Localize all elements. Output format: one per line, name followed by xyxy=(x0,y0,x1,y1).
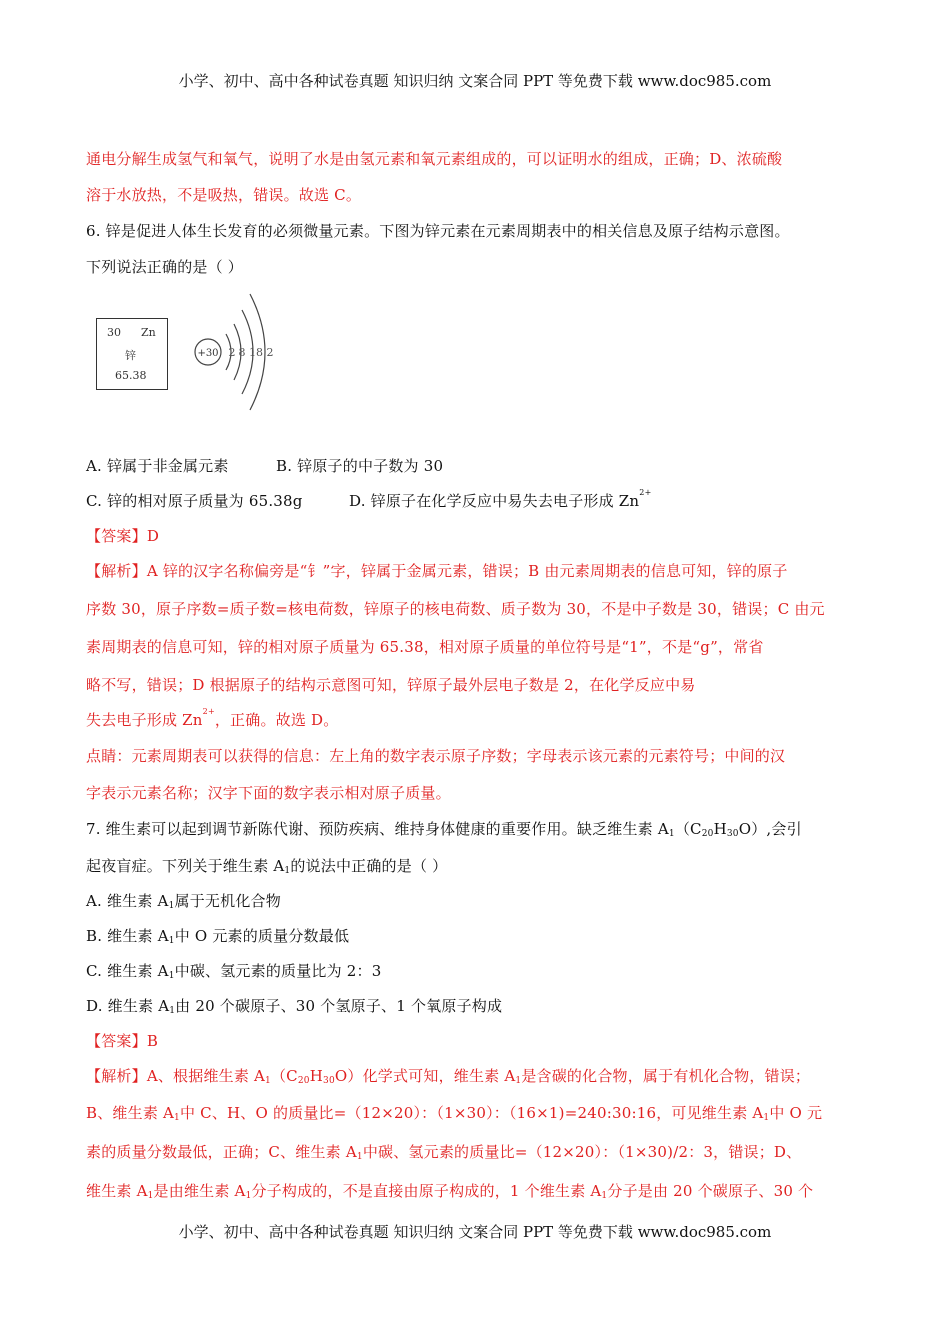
q6-tip-line-2: 字表示元素名称；汉字下面的数字表示相对原子质量。 xyxy=(86,784,451,802)
q7-option-c: C. 维生素 $A_1$中碳、氢元素的质量比为 2：3 xyxy=(86,962,382,981)
q7-stem-line-2: 起夜盲症。下列关于维生素 $A_1$的说法中正确的是（ ） xyxy=(86,857,448,876)
q7-answer: 【答案】B xyxy=(86,1032,159,1050)
q6-tip-line-1: 点睛：元素周期表可以获得的信息：左上角的数字表示原子序数；字母表示该元素的元素符号；中间的汉 xyxy=(86,747,786,765)
q6-answer: 【答案】D xyxy=(86,527,160,545)
prev-analysis-line-2: 溶于水放热，不是吸热，错误。故选 C。 xyxy=(86,186,362,204)
shell-electrons-3: 18 xyxy=(249,346,263,359)
prev-analysis-line-1: 通电分解生成氢气和氧气，说明了水是由氢元素和氧元素组成的，可以证明水的组成，正确；D、浓硫酸 xyxy=(86,150,783,168)
q7-analysis-line-4: 维生素 $A_1$是由维生素 $A_1$分子构成的，不是直接由原子构成的，1 个维生素 $A_1$分子是由 20 个碳原子、30 个 xyxy=(86,1182,814,1201)
q7-analysis-line-3: 素的质量分数最低，正确；C、维生素 $A_1$中碳、氢元素的质量比=（12×20）：（1×30)/2：3，错误；D、 xyxy=(86,1143,802,1162)
shell-electrons-2: 8 xyxy=(238,346,246,359)
q7-option-a: A. 维生素 $A_1$属于无机化合物 xyxy=(86,892,281,911)
q6-analysis-line-1: 【解析】A 锌的汉字名称偏旁是“钅”字，锌属于金属元素，错误；B 由元素周期表的信息可知，锌的原子 xyxy=(86,562,788,580)
q6-option-c: C. 锌的相对原子质量为 65.38g xyxy=(86,492,303,510)
element-name: 锌 xyxy=(125,349,136,362)
q7-analysis-line-1: 【解析】A、根据维生素 $A_1(C_{20}H_{30}O)$化学式可知，维生素 $A_1$是含碳的化合物，属于有机化合物，错误； xyxy=(86,1067,811,1086)
q6-stem-line-1: 6. 锌是促进人体生长发育的必须微量元素。下图为锌元素在元素周期表中的相关信息及原子结构示意图。 xyxy=(86,222,790,240)
q7-option-d: D. 维生素 $A_1$由 20 个碳原子、30 个氢原子、1 个氧原子构成 xyxy=(86,997,503,1016)
q7-option-b: B. 维生素 $A_1$中 O 元素的质量分数最低 xyxy=(86,927,350,946)
q6-option-b: B. 锌原子的中子数为 30 xyxy=(276,457,444,475)
periodic-table-cell xyxy=(96,318,168,390)
q7-analysis-line-2: B、维生素 $A_1$中 C、H、O 的质量比=（12×20）：（1×30）：（16×1)=240:30:16，可见维生素 $A_1$中 O 元 xyxy=(86,1104,823,1123)
q6-analysis-line-4: 略不写，错误；D 根据原子的结构示意图可知，锌原子最外层电子数是 2，在化学反应中易 xyxy=(86,676,696,694)
q6-analysis-line-5: 失去电子形成 $Zn^{2+}$，正确。故选 D。 xyxy=(86,707,339,729)
q7-stem-line-1: 7. 维生素可以起到调节新陈代谢、预防疾病、维持身体健康的重要作用。缺乏维生素 $A_1(C_{20}H_{30}O)$,会引 xyxy=(86,820,802,839)
q6-analysis-line-2: 序数 30，原子序数=质子数=核电荷数，锌原子的核电荷数、质子数为 30，不是中子数是 30，错误；C 由元 xyxy=(86,600,825,618)
shell-electrons-1: 2 xyxy=(228,346,236,359)
q6-analysis-line-3: 素周期表的信息可知，锌的相对原子质量为 65.38，相对原子质量的单位符号是“1”，不是“g”，常省 xyxy=(86,638,764,656)
q6-option-a: A. 锌属于非金属元素 xyxy=(86,457,229,475)
page-header: 小学、初中、高中各种试卷真题 知识归纳 文案合同 PPT 等免费下载 www.doc985.com xyxy=(178,72,772,90)
q6-option-d: D. 锌原子在化学反应中易失去电子形成 $Zn^{2+}$ xyxy=(349,488,652,510)
shell-electrons-4: 2 xyxy=(266,346,274,359)
page-footer: 小学、初中、高中各种试卷真题 知识归纳 文案合同 PPT 等免费下载 www.doc985.com xyxy=(178,1223,772,1241)
nucleus-charge: +30 xyxy=(197,348,219,359)
element-mass: 65.38 xyxy=(115,369,147,382)
element-number: 30 xyxy=(107,326,121,339)
atomic-structure-diagram xyxy=(186,288,286,412)
q6-stem-line-2: 下列说法正确的是（ ） xyxy=(86,258,243,276)
element-symbol: Zn xyxy=(141,326,156,339)
